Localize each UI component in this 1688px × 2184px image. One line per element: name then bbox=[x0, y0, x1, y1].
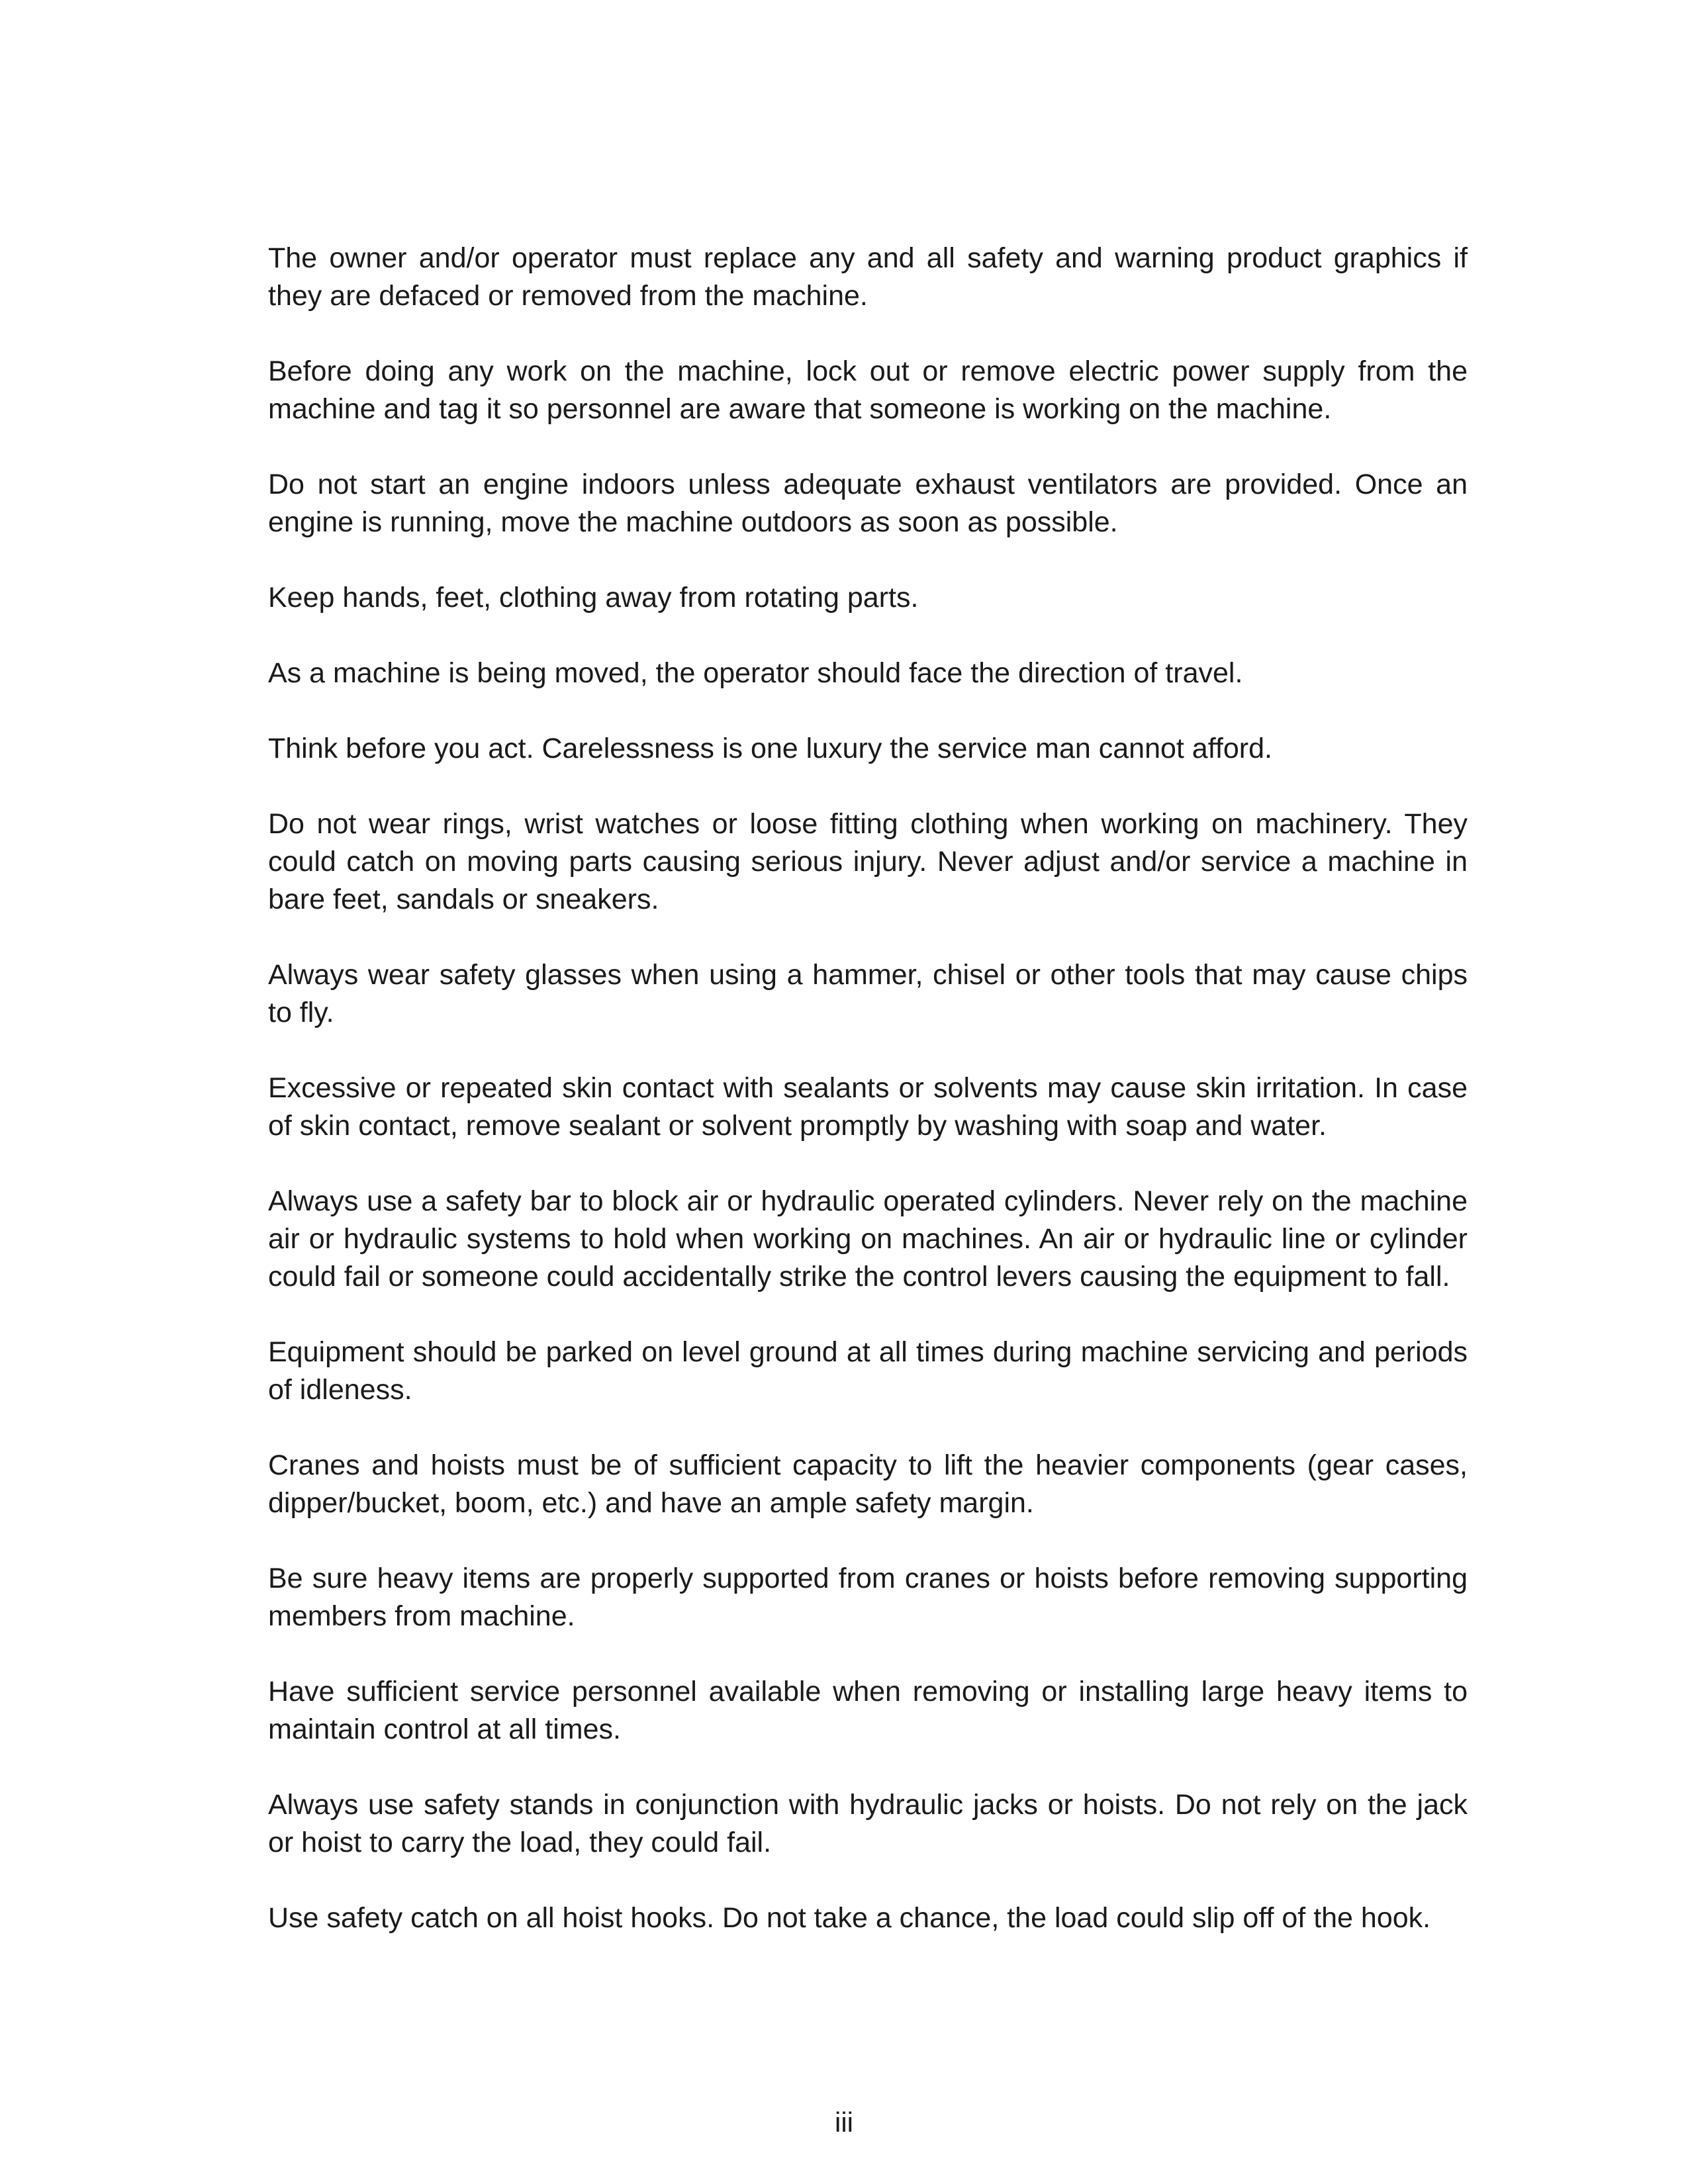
safety-paragraph: Excessive or repeated skin contact with sealants or solvents may cause skin irritation. In case of skin contact, remove sealant or solvent promptly by washing with soap and water. bbox=[268, 1072, 1468, 1142]
safety-paragraph: As a machine is being moved, the operator should face the direction of travel. bbox=[268, 657, 1243, 689]
safety-paragraph: Do not start an engine indoors unless adequate exhaust ventilators are provided. Once an engine is running, move the machine outdoors as soon as possible. bbox=[268, 469, 1468, 538]
safety-paragraph: Cranes and hoists must be of sufficient capacity to lift the heavier components (gear cases, dipper/bucket, boom, etc.) and have an ample safety margin. bbox=[268, 1449, 1468, 1519]
safety-paragraph: Equipment should be parked on level ground at all times during machine servicing and periods of idleness. bbox=[268, 1336, 1468, 1406]
page-number: iii bbox=[835, 2107, 853, 2138]
safety-paragraph: Have sufficient service personnel available when removing or installing large heavy items to maintain control at all times. bbox=[268, 1676, 1468, 1745]
safety-instructions bbox=[268, 240, 1468, 1975]
safety-paragraph: Be sure heavy items are properly supported from cranes or hoists before removing supporting members from machine. bbox=[268, 1563, 1468, 1632]
safety-paragraph: Always use a safety bar to block air or hydraulic operated cylinders. Never rely on the machine air or hydraulic systems to hold when working on machines. An air or hydraulic line or cylinder could fail or someone could accidentally strike the control levers causing the equipment to fall. bbox=[268, 1185, 1468, 1293]
safety-paragraph: Always use safety stands in conjunction with hydraulic jacks or hoists. Do not rely on the jack or hoist to carry the load, they could fail. bbox=[268, 1789, 1468, 1858]
safety-paragraph: Keep hands, feet, clothing away from rotating parts. bbox=[268, 582, 919, 614]
safety-paragraph: Before doing any work on the machine, lock out or remove electric power supply from the machine and tag it so personnel are aware that someone is working on the machine. bbox=[268, 355, 1468, 425]
safety-paragraph: The owner and/or operator must replace any and all safety and warning product graphics if they are defaced or removed from the machine. bbox=[268, 242, 1468, 312]
safety-paragraph: Use safety catch on all hoist hooks. Do not take a chance, the load could slip off of the hook. bbox=[268, 1902, 1431, 1934]
safety-paragraph: Always wear safety glasses when using a hammer, chisel or other tools that may cause chips to fly. bbox=[268, 959, 1468, 1028]
safety-paragraph: Do not wear rings, wrist watches or loose fitting clothing when working on machinery. They could catch on moving parts causing serious injury. Never adjust and/or service a machine in bare feet, sandals or sneakers. bbox=[268, 808, 1468, 915]
safety-paragraph: Think before you act. Carelessness is one luxury the service man cannot afford. bbox=[268, 733, 1272, 764]
